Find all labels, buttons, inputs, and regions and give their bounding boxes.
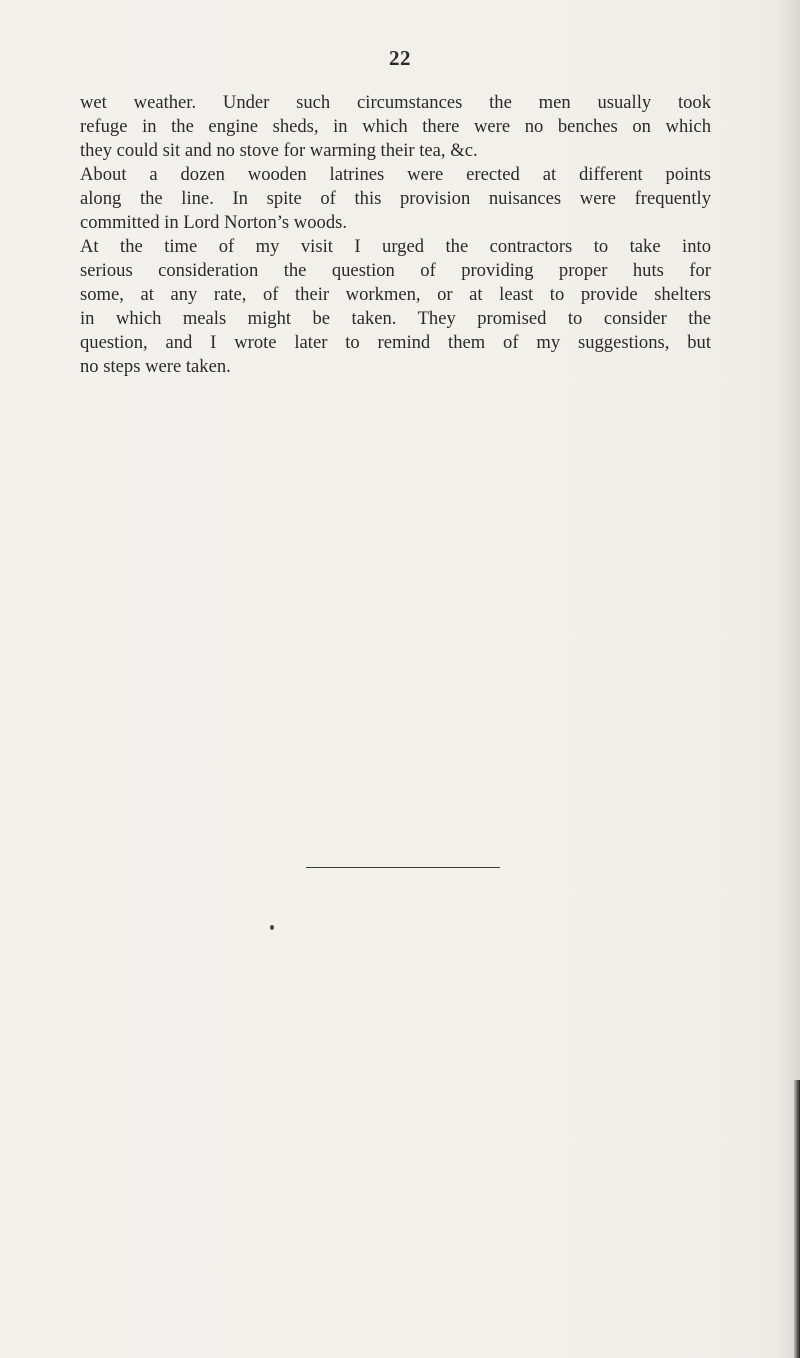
body-text — [80, 91, 711, 379]
text-line: in which meals might be taken. They promised to consider the — [80, 308, 711, 329]
paragraph-1 — [80, 91, 711, 163]
text-line: some, at any rate, of their workmen, or at least to provide shelters — [80, 284, 711, 305]
text-line: question, and I wrote later to remind them of my suggestions, but — [80, 332, 711, 353]
text-line: At the time of my visit I urged the contractors to take into — [80, 236, 711, 257]
text-line: committed in Lord Norton’s woods. — [80, 212, 348, 233]
page-number: 22 — [389, 46, 411, 70]
paragraph-3 — [80, 235, 711, 379]
text-line: refuge in the engine sheds, in which there were no benches on which — [80, 116, 711, 137]
ink-speck — [270, 925, 274, 930]
paragraph-2 — [80, 163, 711, 235]
page-edge-shadow — [794, 1080, 800, 1358]
text-line: wet weather. Under such circumstances the men usually took — [80, 92, 711, 113]
text-line: along the line. In spite of this provision nuisances were frequently — [80, 188, 711, 209]
text-line: no steps were taken. — [80, 356, 231, 377]
horizontal-rule — [306, 867, 500, 868]
text-line: serious consideration the question of providing proper huts for — [80, 260, 711, 281]
text-line: About a dozen wooden latrines were erected at different points — [80, 164, 711, 185]
text-line: they could sit and no stove for warming their tea, &c. — [80, 140, 478, 161]
